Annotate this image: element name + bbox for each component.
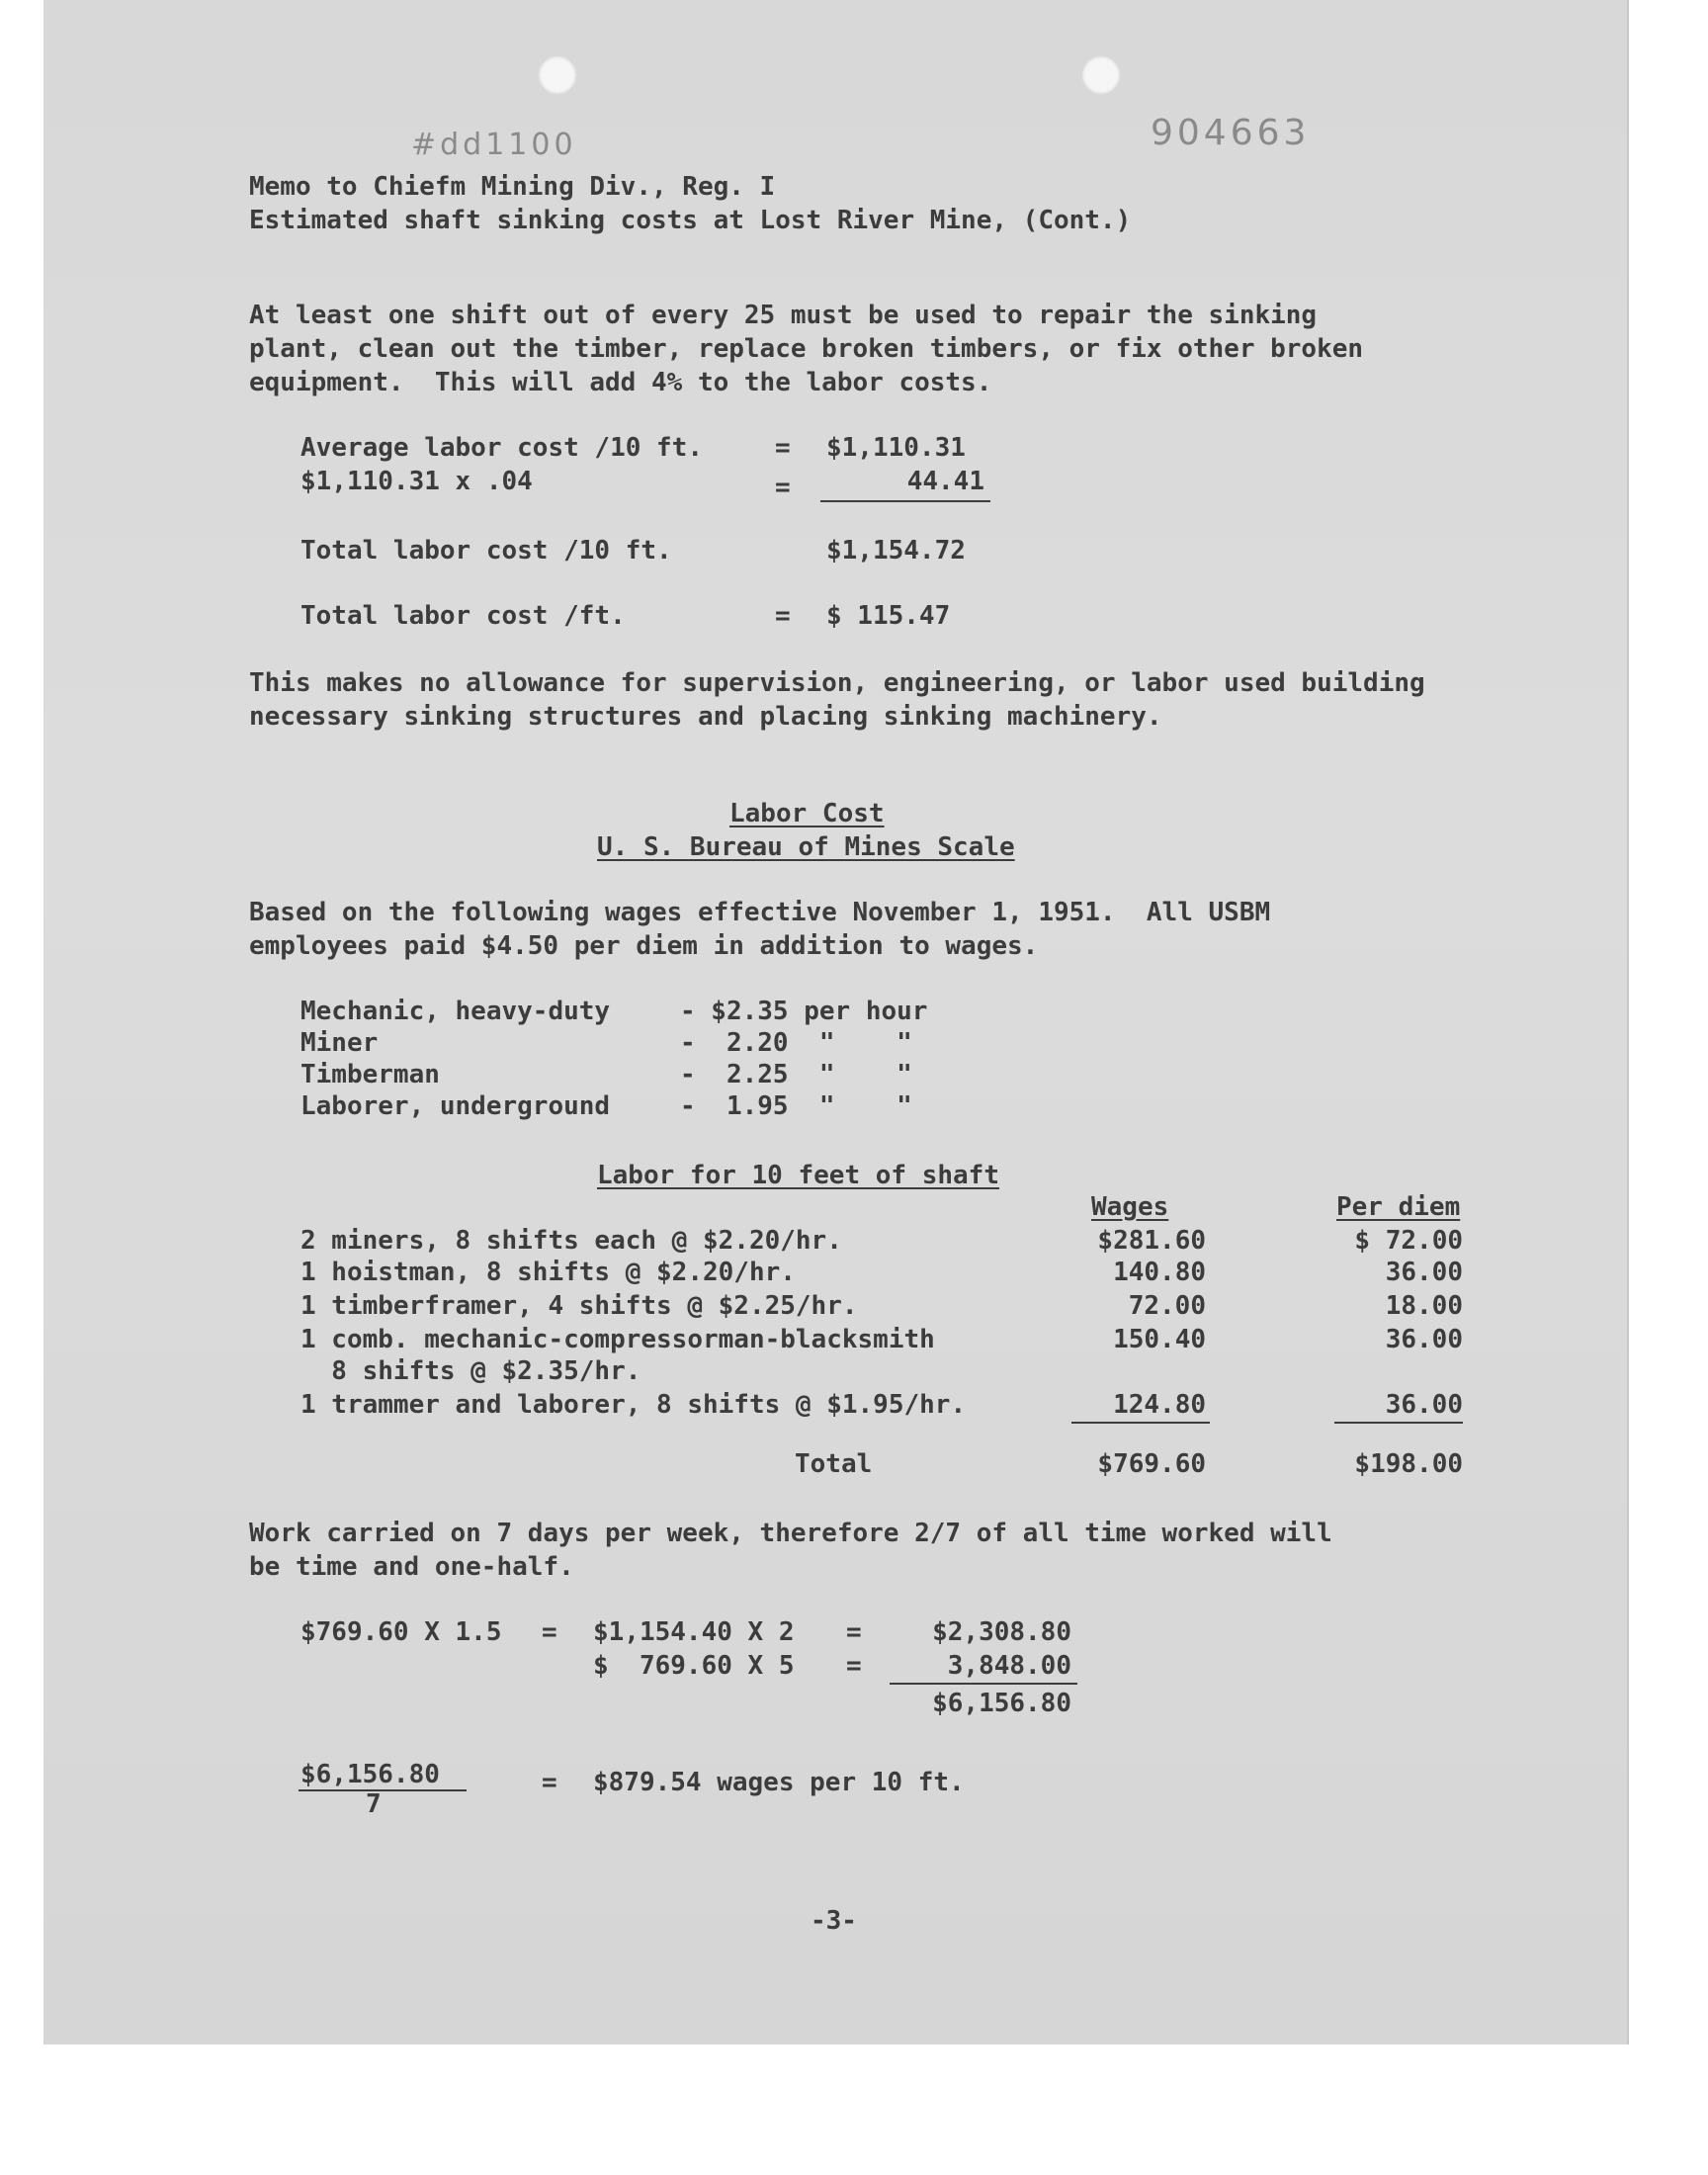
table-row-wages: 150.40 (1113, 1325, 1206, 1354)
rate-role: Timberman (300, 1060, 440, 1089)
rate-value: - 2.25 " " (680, 1060, 912, 1089)
table-row-desc: 8 shifts @ $2.35/hr. (300, 1356, 641, 1386)
intro-line-2: plant, clean out the timber, replace broken timbers, or fix other broken (249, 334, 1364, 364)
table-row-perdiem: 36.00 (1385, 1325, 1463, 1354)
totalft-label: Total labor cost /ft. (300, 601, 626, 631)
mult-underline (820, 500, 990, 502)
column-header-per-diem: Per diem (1336, 1192, 1461, 1222)
rate-value: - 2.20 " " (680, 1028, 912, 1058)
note-line-1: This makes no allowance for supervision, engineering, or labor used building (249, 668, 1425, 698)
header-line-1: Memo to Chiefm Mining Div., Reg. I (249, 172, 776, 202)
rate-value: - 1.95 " " (680, 1091, 912, 1121)
table-row-desc: 1 timberframer, 4 shifts @ $2.25/hr. (300, 1291, 858, 1321)
table-row-wages: 140.80 (1113, 1258, 1206, 1287)
table-row-desc: 1 comb. mechanic-compressorman-blacksmith (300, 1325, 935, 1354)
mult-value: 44.41 (906, 467, 984, 496)
rate-value: - $2.35 per hour (680, 997, 928, 1026)
punch-hole-right (1081, 55, 1121, 95)
rate-role: Laborer, underground (300, 1091, 611, 1121)
totalft-value: $ 115.47 (826, 601, 951, 631)
table-row-perdiem: 36.00 (1385, 1258, 1463, 1287)
table-row-desc: 1 trammer and laborer, 8 shifts @ $1.95/hr. (300, 1390, 967, 1420)
mult-eq: = (775, 473, 791, 502)
punch-hole-left (538, 55, 577, 95)
division-result: $879.54 wages per 10 ft. (593, 1768, 965, 1797)
table-row-perdiem: 36.00 (1385, 1390, 1463, 1420)
avg-eq: = (775, 433, 791, 463)
table-total-label: Total (795, 1449, 873, 1479)
scan-border (0, 2076, 1708, 2175)
overtime-f: $6,156.80 (932, 1689, 1071, 1718)
total10-label: Total labor cost /10 ft. (300, 536, 672, 566)
division-eq: = (542, 1768, 557, 1797)
wages-subtotal-line (1071, 1422, 1210, 1424)
overtime-eq-2: = (846, 1617, 862, 1647)
table-total-wages: $769.60 (1097, 1449, 1206, 1479)
overtime-sum-line (890, 1683, 1077, 1685)
avg-label: Average labor cost /10 ft. (300, 433, 703, 463)
table-row-desc: 1 hoistman, 8 shifts @ $2.20/hr. (300, 1258, 796, 1287)
table-row-perdiem: $ 72.00 (1354, 1226, 1463, 1256)
work-line-1: Work carried on 7 days per week, therefore 2/7 of all time worked will (249, 1519, 1332, 1548)
document-page (43, 0, 1629, 2044)
table-row-wages: 72.00 (1128, 1291, 1206, 1321)
division-denominator: 7 (366, 1789, 382, 1819)
labor-table-title: Labor for 10 feet of shaft (597, 1161, 999, 1190)
division-numerator: $6,156.80 (300, 1760, 440, 1789)
note-line-2: necessary sinking structures and placing sinking machinery. (249, 702, 1162, 732)
page-number: -3- (811, 1906, 857, 1936)
overtime-eq-1: = (542, 1617, 557, 1647)
intro-line-3: equipment. This will add 4% to the labor costs. (249, 368, 992, 397)
based-line-2: employees paid $4.50 per diem in addition to wages. (249, 931, 1039, 961)
table-row-wages: $281.60 (1097, 1226, 1206, 1256)
table-row-wages: 124.80 (1113, 1390, 1206, 1420)
totalft-eq: = (775, 601, 791, 631)
avg-value: $1,110.31 (826, 433, 966, 463)
rate-role: Miner (300, 1028, 379, 1058)
work-line-2: be time and one-half. (249, 1552, 574, 1582)
section-title-1: Labor Cost (729, 799, 885, 828)
column-header-wages: Wages (1091, 1192, 1169, 1222)
mult-label: $1,110.31 x .04 (300, 467, 533, 496)
header-line-2: Estimated shaft sinking costs at Lost River Mine, (Cont.) (249, 206, 1132, 235)
overtime-c: $2,308.80 (932, 1617, 1071, 1647)
overtime-e: 3,848.00 (947, 1651, 1071, 1681)
overtime-d: $ 769.60 X 5 (593, 1651, 795, 1681)
document-number: 904663 (1151, 113, 1311, 153)
based-line-1: Based on the following wages effective November 1, 1951. All USBM (249, 898, 1271, 927)
stamp-faint: #dd1100 (411, 128, 577, 162)
overtime-eq-3: = (846, 1651, 862, 1681)
rate-role: Mechanic, heavy-duty (300, 997, 611, 1026)
perdiem-subtotal-line (1334, 1422, 1463, 1424)
overtime-b: $1,154.40 X 2 (593, 1617, 795, 1647)
section-title-2: U. S. Bureau of Mines Scale (597, 832, 1015, 862)
total10-value: $1,154.72 (826, 536, 966, 566)
table-total-perdiem: $198.00 (1354, 1449, 1463, 1479)
overtime-a: $769.60 X 1.5 (300, 1617, 502, 1647)
table-row-desc: 2 miners, 8 shifts each @ $2.20/hr. (300, 1226, 842, 1256)
intro-line-1: At least one shift out of every 25 must be used to repair the sinking (249, 301, 1318, 330)
division-bar (299, 1789, 467, 1791)
table-row-perdiem: 18.00 (1385, 1291, 1463, 1321)
